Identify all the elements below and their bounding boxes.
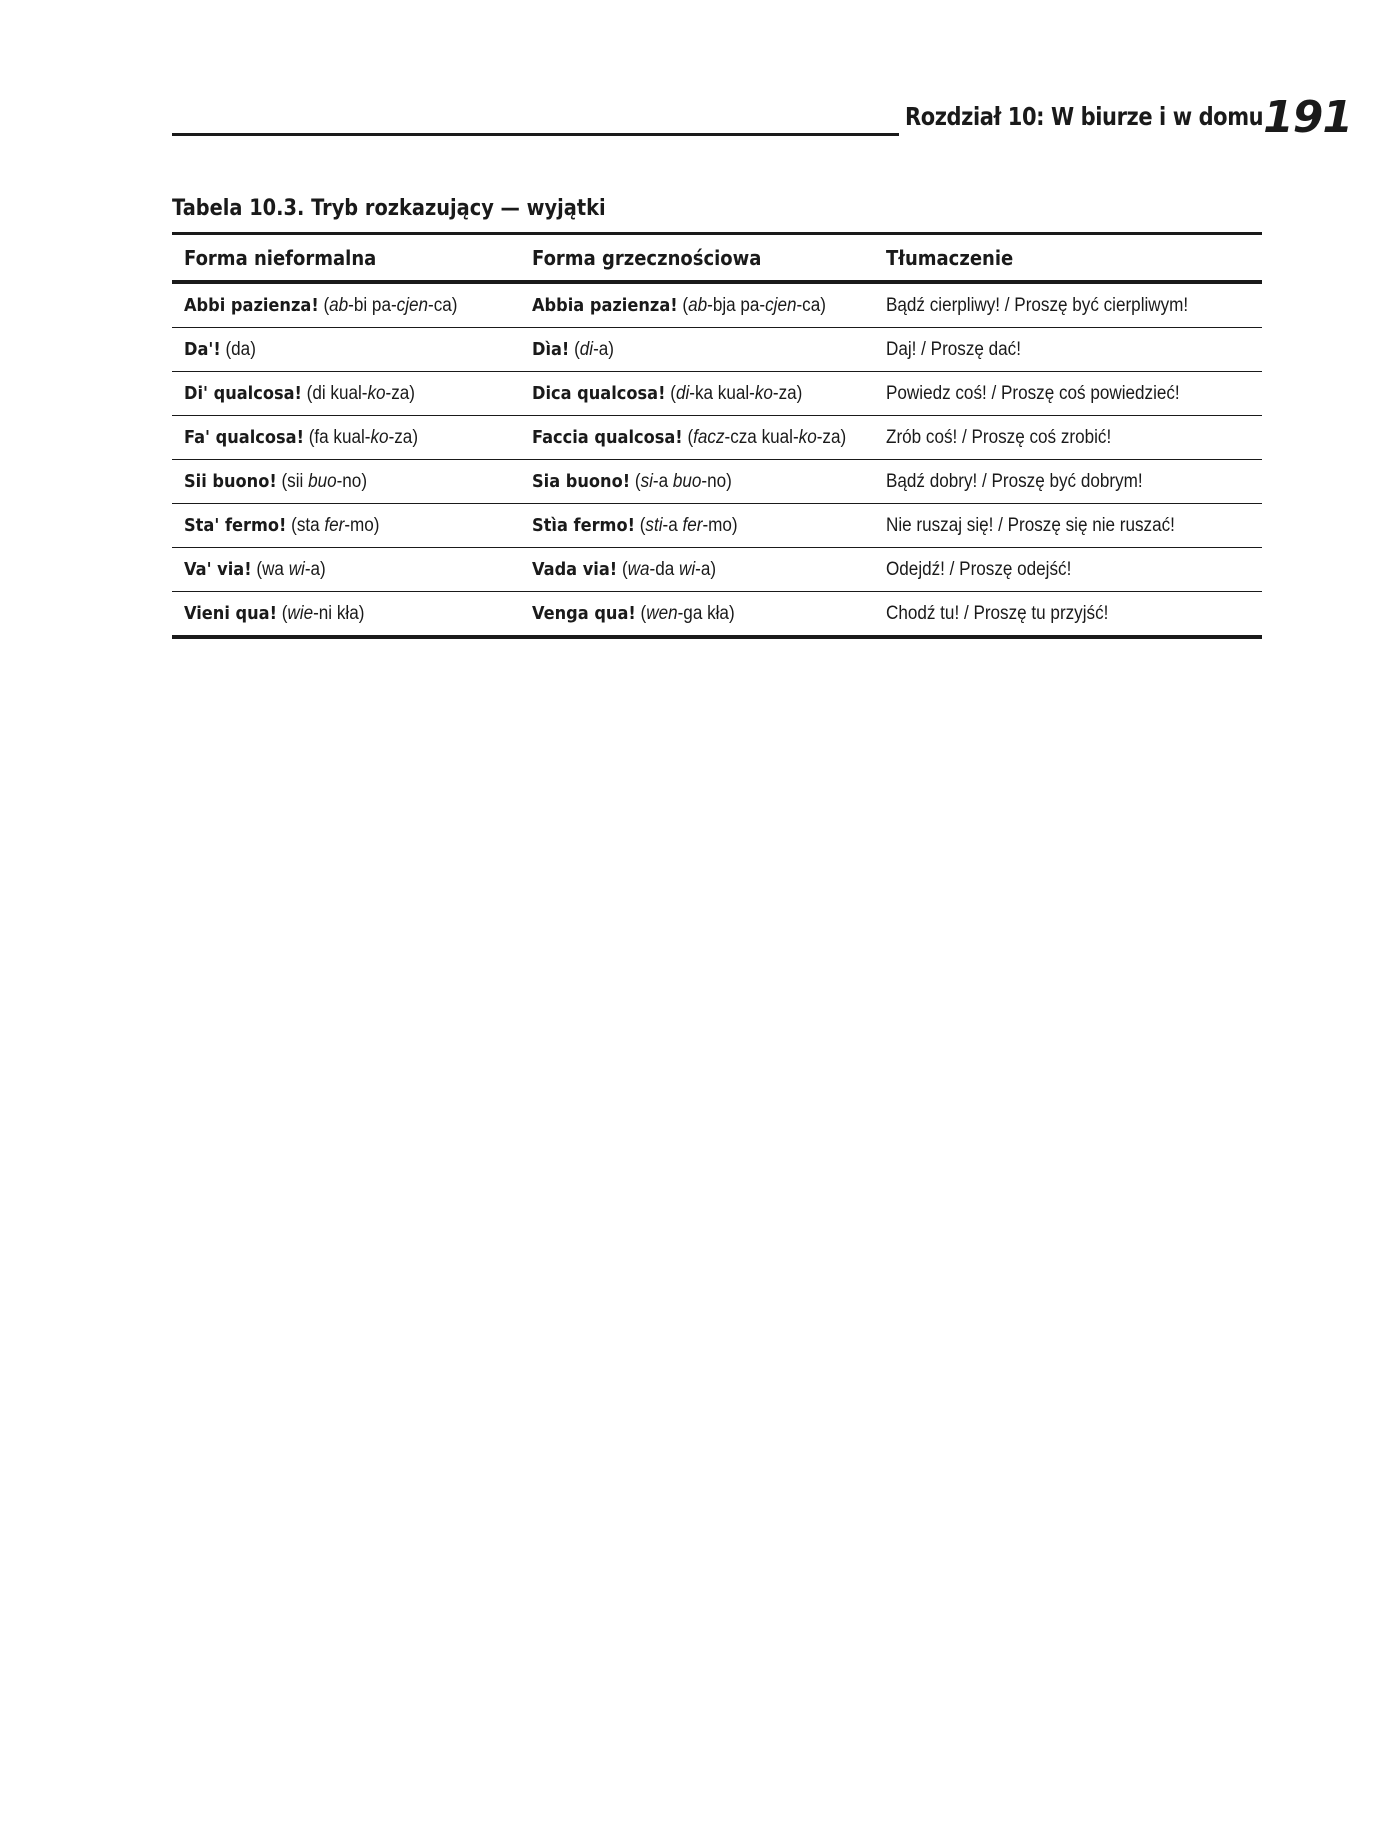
table-row [172, 416, 1262, 460]
pronunciation-text: (fa kual- [303, 426, 371, 448]
pronunciation-text: ( [665, 382, 676, 404]
page-number: 191 [1263, 92, 1352, 143]
pronunciation-text: ( [682, 426, 694, 448]
stressed-syllable: ab [329, 294, 349, 316]
stressed-syllable: ab [688, 294, 708, 316]
pronunciation-text: -za) [772, 382, 803, 404]
cell-translation [886, 339, 1262, 361]
cell-informal-text [184, 559, 495, 581]
pronunciation-text: -bja pa- [707, 294, 766, 316]
stressed-syllable: cjen [396, 294, 429, 316]
cell-formal [530, 339, 886, 361]
italian-phrase: Venga qua! [532, 602, 636, 624]
stressed-syllable: buo [672, 470, 702, 492]
cell-translation-text: Zrób coś! / Proszę coś zrobić! [886, 426, 1112, 448]
pronunciation-text: ( [569, 338, 580, 360]
cell-formal [530, 383, 886, 405]
cell-informal-text [184, 339, 495, 361]
pronunciation-text: -a) [695, 558, 717, 580]
imperative-exceptions-table [172, 232, 1262, 639]
pronunciation-text: (da) [220, 338, 256, 360]
pronunciation-text: -mo) [344, 514, 380, 536]
cell-translation-text: Bądź dobry! / Proszę być dobrym! [886, 470, 1143, 492]
pronunciation-text: (sii [276, 470, 309, 492]
cell-informal [172, 427, 530, 449]
stressed-syllable: di [579, 338, 594, 360]
column-header-label: Forma grzecznościowa [532, 245, 762, 270]
stressed-syllable: fer [324, 514, 345, 536]
cell-informal [172, 383, 530, 405]
cell-informal-text [184, 515, 495, 537]
page-header [172, 92, 1364, 143]
cell-translation [886, 471, 1262, 493]
table-row [172, 284, 1262, 328]
header-rule [172, 133, 899, 136]
pronunciation-text: -za) [388, 426, 419, 448]
stressed-syllable: buo [308, 470, 337, 492]
stressed-syllable: facz [693, 426, 725, 448]
stressed-syllable: ko [754, 382, 773, 404]
stressed-syllable: wen [646, 602, 678, 624]
italian-phrase: Stìa fermo! [532, 514, 635, 536]
stressed-syllable: ko [367, 382, 386, 404]
column-header-label: Tłumaczenie [886, 245, 1014, 270]
pronunciation-text: -ni kła) [313, 602, 365, 624]
italian-phrase: Dìa! [532, 338, 570, 360]
pronunciation-text: (sta [286, 514, 325, 536]
pronunciation-text: -mo) [702, 514, 738, 536]
pronunciation-text: -ca) [796, 294, 826, 316]
cell-informal [172, 603, 530, 625]
table-row [172, 460, 1262, 504]
pronunciation-text: ( [630, 470, 641, 492]
table-row [172, 548, 1262, 592]
pronunciation-text: -ka kual- [689, 382, 755, 404]
cell-informal [172, 515, 530, 537]
cell-formal [530, 603, 886, 625]
stressed-syllable: wi [288, 558, 305, 580]
cell-informal-text [184, 471, 495, 493]
column-header-formal [530, 246, 886, 270]
stressed-syllable: cjen [765, 294, 797, 316]
cell-formal [530, 515, 886, 537]
pronunciation-text: -bi pa- [348, 294, 397, 316]
italian-phrase: Sia buono! [532, 470, 631, 492]
italian-phrase: Da'! [184, 338, 221, 360]
italian-phrase: Abbia pazienza! [532, 294, 678, 316]
cell-translation [886, 383, 1262, 405]
cell-informal-text [184, 603, 495, 625]
pronunciation-text: -ca) [428, 294, 458, 316]
cell-translation [886, 295, 1262, 317]
pronunciation-text: -a) [593, 338, 614, 360]
cell-formal [530, 559, 886, 581]
cell-translation-text: Bądź cierpliwy! / Proszę być cierpliwym! [886, 294, 1189, 316]
cell-formal-text [532, 295, 851, 317]
cell-formal-text [532, 559, 851, 581]
pronunciation-text: (wa [251, 558, 289, 580]
pronunciation-text: -no) [701, 470, 732, 492]
cell-informal [172, 559, 530, 581]
stressed-syllable: fer [682, 514, 703, 536]
pronunciation-text: -a [652, 470, 673, 492]
table-row [172, 328, 1262, 372]
cell-informal [172, 295, 530, 317]
cell-formal-text [532, 471, 851, 493]
stressed-syllable: wie [287, 602, 314, 624]
column-header-translation [886, 246, 1262, 270]
cell-translation [886, 559, 1262, 581]
italian-phrase: Va' via! [184, 558, 252, 580]
italian-phrase: Abbi pazienza! [184, 294, 319, 316]
cell-informal [172, 339, 530, 361]
column-header-informal [172, 246, 530, 270]
cell-informal [172, 471, 530, 493]
pronunciation-text: ( [635, 602, 647, 624]
pronunciation-text: -ga kła) [677, 602, 735, 624]
pronunciation-text: -cza kual- [724, 426, 799, 448]
italian-phrase: Sta' fermo! [184, 514, 287, 536]
italian-phrase: Vieni qua! [184, 602, 277, 624]
cell-translation-text: Odejdź! / Proszę odejść! [886, 558, 1072, 580]
cell-formal [530, 427, 886, 449]
italian-phrase: Dica qualcosa! [532, 382, 666, 404]
cell-informal-text [184, 383, 495, 405]
cell-informal-text [184, 295, 495, 317]
pronunciation-text: -za) [816, 426, 847, 448]
cell-informal-text [184, 427, 495, 449]
table-row [172, 372, 1262, 416]
table-row [172, 592, 1262, 639]
pronunciation-text: (di kual- [301, 382, 368, 404]
cell-formal [530, 471, 886, 493]
italian-phrase: Vada via! [532, 558, 618, 580]
table-row [172, 504, 1262, 548]
cell-translation-text: Chodź tu! / Proszę tu przyjść! [886, 602, 1109, 624]
italian-phrase: Fa' qualcosa! [184, 426, 304, 448]
stressed-syllable: di [675, 382, 690, 404]
pronunciation-text: ( [677, 294, 689, 316]
pronunciation-text: ( [634, 514, 646, 536]
column-header-label: Forma nieformalna [184, 245, 377, 270]
cell-formal-text [532, 427, 851, 449]
italian-phrase: Di' qualcosa! [184, 382, 302, 404]
italian-phrase: Faccia qualcosa! [532, 426, 683, 448]
cell-formal-text [532, 383, 851, 405]
pronunciation-text: -za) [385, 382, 416, 404]
pronunciation-text: -a [662, 514, 683, 536]
table-body [172, 284, 1262, 639]
cell-translation [886, 515, 1262, 537]
cell-translation [886, 427, 1262, 449]
cell-translation-text: Daj! / Proszę dać! [886, 338, 1021, 360]
cell-translation-text: Powiedz coś! / Proszę coś powiedzieć! [886, 382, 1180, 404]
cell-formal-text [532, 339, 851, 361]
stressed-syllable: ko [798, 426, 817, 448]
pronunciation-text: -no) [336, 470, 368, 492]
italian-phrase: Sii buono! [184, 470, 277, 492]
stressed-syllable: wi [678, 558, 696, 580]
cell-formal-text [532, 603, 851, 625]
cell-translation-text: Nie ruszaj się! / Proszę się nie ruszać! [886, 514, 1175, 536]
pronunciation-text: -da [649, 558, 679, 580]
stressed-syllable: wa [627, 558, 650, 580]
cell-formal-text [532, 515, 851, 537]
stressed-syllable: si [640, 470, 653, 492]
stressed-syllable: sti [645, 514, 663, 536]
pronunciation-text: ( [617, 558, 628, 580]
chapter-title: Rozdział 10: W biurze i w domu [905, 102, 1264, 131]
cell-formal [530, 295, 886, 317]
table-header-row [172, 235, 1262, 284]
cell-translation [886, 603, 1262, 625]
stressed-syllable: ko [370, 426, 389, 448]
pronunciation-text: -a) [304, 558, 326, 580]
pronunciation-text: ( [318, 294, 330, 316]
table-caption: Tabela 10.3. Tryb rozkazujący — wyjątki [172, 196, 606, 221]
pronunciation-text: ( [276, 602, 288, 624]
